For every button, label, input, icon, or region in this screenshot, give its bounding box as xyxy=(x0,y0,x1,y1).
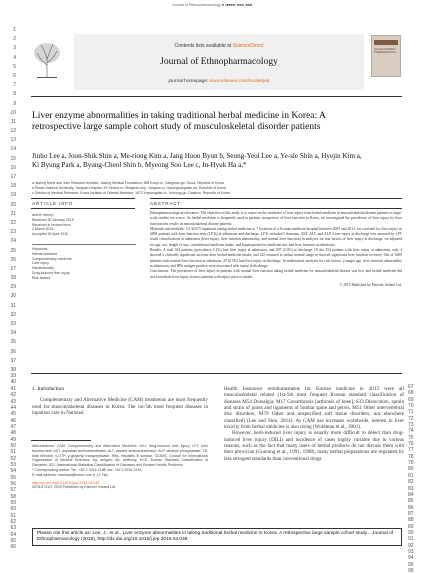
line-number: 36 xyxy=(10,348,16,355)
footnotes xyxy=(32,444,208,490)
line-number: 32 xyxy=(10,311,16,318)
line-number: 89 xyxy=(408,523,414,530)
line-number: 39 xyxy=(10,373,16,380)
article-info-rule xyxy=(31,198,135,199)
article-info xyxy=(32,211,136,281)
keyword: Risk factors xyxy=(32,275,51,280)
introduction-paragraph: Complementary and Alternative Medicine (CAM) treatments are most frequently used for musculoskeletal diseases in Korea. The 1st-5th most frequent diseases in inpatient care in National xyxy=(32,397,208,417)
line-number: 59 xyxy=(10,500,16,506)
line-number: 11 xyxy=(10,118,16,125)
line-number: 77 xyxy=(408,447,414,454)
line-number: 18 xyxy=(10,183,16,190)
line-number: 94 xyxy=(408,555,414,562)
line-number: 93 xyxy=(408,548,414,555)
keyword: Liver injury xyxy=(32,261,49,266)
homepage-prefix: journal homepage: xyxy=(168,79,209,84)
cover-title: Journal of ETHNO-PHARMACOLOGY xyxy=(374,48,397,54)
right-line-numbers xyxy=(408,384,420,574)
line-number: 26 xyxy=(10,256,16,263)
line-number: 24 xyxy=(10,238,16,245)
line-number: 76 xyxy=(408,441,414,448)
line-number: 79 xyxy=(408,460,414,467)
introduction-section xyxy=(32,386,208,416)
line-number: 86 xyxy=(408,504,414,511)
line-number: 65 xyxy=(10,538,16,545)
line-number: 33 xyxy=(10,321,16,327)
line-number: 25 xyxy=(10,247,16,254)
line-number: 69 xyxy=(408,396,414,403)
line-number: 84 xyxy=(408,491,414,498)
line-number: 61 xyxy=(10,512,16,519)
line-number: 2 xyxy=(13,36,16,43)
line-number: 71 xyxy=(408,409,414,416)
line-number: 4 xyxy=(13,54,16,61)
line-number: 50 xyxy=(10,442,16,449)
header-rule xyxy=(31,96,402,97)
line-number: 63 xyxy=(10,525,16,532)
article-title: Liver enzyme abnormalities in taking traditional herbal medicine in Korea: A retrospective large sample cohort study of musculoskeletal disorder patients xyxy=(32,111,326,133)
line-number: 7 xyxy=(13,82,16,89)
line-number: 15 xyxy=(10,155,16,162)
keywords-divider xyxy=(32,244,136,245)
line-number: 52 xyxy=(10,455,16,462)
line-number: 41 xyxy=(10,385,16,392)
line-number: 37 xyxy=(10,357,16,364)
issn-line: 0378-8741/© 2015 Published by Elsevier Ireland Ltd. xyxy=(32,485,117,490)
introduction-heading: 1. Introduction xyxy=(32,386,65,392)
contents-line xyxy=(74,43,364,49)
line-number: 29 xyxy=(10,284,16,291)
abstract-conclusions: Conclusions: The prevalence of liver injury in patients with normal liver function taking herbal medicine for musculoskeletal disease was low, and herbal medicine did not exacerbate liver injury in most patients with injury prior to intake. xyxy=(150,269,402,279)
line-number: 48 xyxy=(10,430,16,437)
journal-name: Journal of Ethnopharmacology xyxy=(160,57,278,67)
contents-prefix: Contents lists available at xyxy=(174,43,232,49)
line-number: 21 xyxy=(10,210,16,217)
right-paragraph-1: Health Insurance reimbursements for Korean medicine in 2013 were all musculoskeletal related (1st-5th most frequent Korean standard classification of diseases M54 Dorsalgia, M17 Gonarthrosis [arthrosis of knee], S33 Dislocation, sprain and strain of joints and ligaments of lumbar spine and pelvis, M51 Other intervertebral disc disorders, M79 Other and unspecified soft tissue disorders, not elsewhere classified) (Lee and Shin, 2014). As CAM use increases worldwide, interest in liver toxicity from herbal medicine is also rising (Woldman et al., 2001). xyxy=(224,386,404,431)
cover-band xyxy=(374,40,398,45)
line-number: 64 xyxy=(10,531,16,538)
journal-cover-thumbnail xyxy=(371,35,401,77)
abstract-end-rule xyxy=(31,373,402,374)
history-label: Article history: xyxy=(32,213,54,217)
line-number: 47 xyxy=(10,423,16,430)
line-number: 28 xyxy=(10,275,16,282)
affiliations xyxy=(32,181,402,197)
right-column-text xyxy=(224,386,404,462)
line-number: 51 xyxy=(10,449,16,456)
line-number: 43 xyxy=(10,398,16,405)
line-number: 20 xyxy=(10,201,16,208)
line-number: 74 xyxy=(408,428,414,435)
elsevier-tree-logo-icon xyxy=(31,39,63,81)
line-number: 58 xyxy=(10,493,16,500)
line-number: 88 xyxy=(408,517,414,524)
line-number: 75 xyxy=(408,434,414,441)
line-number: 55 xyxy=(10,474,16,481)
abbreviations-footnote: Abbreviations: CAM, Complementary and Alternative Medicine; DILI, drug-induced liver injury; LFT, liver function test; AST, aspartate aminotransferase; ALT, alanine aminotransferase; ALP, alkaline phosphatase; TB, total bilirubin; γ-GTP, γ-glutamyl transpeptidase; HBs, Hepatitis B surface; CIOMS, Council for International Organization of Medical Sciences; Ag, antigen; Ab, antibody; KCD, Korean Standard Classification of Diseases; ICD, International Statistical Classification of Diseases and Related Health Problems xyxy=(32,444,208,468)
line-number: 49 xyxy=(10,436,16,443)
line-number: 78 xyxy=(408,453,414,460)
line-number: 92 xyxy=(408,542,414,549)
doi-link[interactable]: http://dx.doi.org/10.1016/j.jep.2015.04.048 xyxy=(32,480,100,485)
history-item: 4 March 2015 xyxy=(32,227,54,232)
line-number: 12 xyxy=(10,128,16,135)
line-number: 3 xyxy=(13,45,16,52)
keyword: Drug-induced liver injury xyxy=(32,270,70,275)
line-number: 66 xyxy=(10,544,16,551)
abstract-methods: Materials and methods: Of 32,675 inpatients taking herbal medicine at 7 locations of a Korean medicine hospital between 2005 and 2013, we screened for liver injury in 6894 patients with liver function tests (LFTs) at admission and discharge. LFTs included 5 domains, AST, ALT, and ALP. Liver injury at discharge was assessed by LFT result classifications at admission (liver injury, liver function abnormality, and normal liver function) in analyses for risk factors of liver injury at discharge, we adjusted for age, sex, length of stay, conventional medicine intake, and hepatoprotective medicine use, and liver function at admission. xyxy=(150,226,402,247)
abstract-body xyxy=(150,211,402,288)
line-number: 96 xyxy=(408,567,414,574)
line-number: 22 xyxy=(10,219,16,226)
line-number: 34 xyxy=(10,330,16,337)
keyword: Complementary medicine xyxy=(32,256,72,261)
left-line-numbers xyxy=(6,26,16,551)
line-number: 45 xyxy=(10,411,16,418)
line-number: 57 xyxy=(10,487,16,494)
line-number: 16 xyxy=(10,164,16,171)
line-number: 5 xyxy=(13,63,16,70)
line-number: 35 xyxy=(10,339,16,346)
line-number: 19 xyxy=(10,192,16,199)
abstract-copyright: © 2015 Published by Elsevier Ireland Ltd. xyxy=(339,282,402,287)
line-number: 80 xyxy=(408,466,414,473)
line-number: 56 xyxy=(10,480,16,487)
line-number: 67 xyxy=(408,384,414,390)
citation-box: Please cite this article as: Lee, J., et al., Liver enzyme abnormalities in taking traditional herbal medicine in Korea: A retrospective large sample cohort study... Journal of Ethnopharmacology (2015), http://dx.doi.org/10.1016/j.jep.2015.04.048 xyxy=(32,528,402,546)
homepage-link[interactable]: www.elsevier.com/locate/jep xyxy=(209,79,270,84)
article-info-subrule xyxy=(31,208,135,209)
line-number: 38 xyxy=(10,366,16,373)
line-number: 17 xyxy=(10,174,16,180)
line-number: 81 xyxy=(408,472,414,479)
history-item: Received 30 January 2015 xyxy=(32,217,74,222)
line-number: 82 xyxy=(408,479,414,486)
line-number: 53 xyxy=(10,461,16,468)
affiliation-b: b Pusan National University, Yangsan Hospital, 20 Geumo-ro, Mulgeum-eup, Yangsan-si, Gyeongsangnam-do, Republic of Korea xyxy=(32,186,226,191)
line-number: 10 xyxy=(10,109,16,116)
line-number: 8 xyxy=(13,91,16,98)
history-item: Accepted 26 April 2015 xyxy=(32,232,68,237)
sciencedirect-link[interactable]: ScienceDirect xyxy=(232,43,264,49)
line-number: 27 xyxy=(10,265,16,272)
line-number: 42 xyxy=(10,392,16,399)
line-number: 14 xyxy=(10,146,16,153)
line-number: 40 xyxy=(10,379,16,386)
line-number: 68 xyxy=(408,390,414,397)
article-info-heading: ARTICLE INFO xyxy=(32,201,74,206)
keywords-label: Keywords: xyxy=(32,246,49,251)
line-number: 72 xyxy=(408,415,414,422)
line-number: 85 xyxy=(408,498,414,505)
abstract-heading: ABSTRACT xyxy=(150,201,181,206)
affiliation-a: a Jaseng Spine and Joint Research Institute, Jaseng Medical Foundation, 858 Eonju-ro, Gangnam-gu, Seoul, Republic of Korea xyxy=(32,181,225,185)
line-number: 9 xyxy=(13,100,16,107)
abstract-rule xyxy=(150,198,402,199)
keyword: Herbal medicine xyxy=(32,251,58,256)
line-number: 90 xyxy=(408,529,414,536)
line-number: 23 xyxy=(10,229,16,236)
journal-homepage xyxy=(74,79,364,84)
running-head: Journal of Ethnopharmacology ■ (■■■■) ■■■–■■■ xyxy=(171,3,252,7)
line-number: 44 xyxy=(10,404,16,411)
history-item: Received in revised form xyxy=(32,222,71,227)
line-number: 31 xyxy=(10,302,16,309)
abstract-relevance: Ethnopharmacological relevance: The objective of this study is to report on the incidence of liver injury from herbal medicine in musculoskeletal disease patients as large-scale studies are scarce. As herbal medicine is frequently used in patients irrespective of liver function in Korea, we investigated the prevalence of liver injury by liver function test results in musculoskeletal disease patients. xyxy=(150,211,402,226)
author-email: E-mail address: hanihata@naver.com (I.-H. Ha). xyxy=(32,472,109,477)
right-paragraph-2: However, herb-induced liver injury is usually more difficult to detect than drug-induced liver injury (DILI) and incidence of cases highly variable due to various reasons, such as the fact that many users of herbal products do not discuss them with their physician (Gunning et al., 1991; 1998), many herbal preparations are regulated by less stringent standards than conventional drugs xyxy=(224,430,404,462)
line-number: 1 xyxy=(13,27,16,33)
line-number: 91 xyxy=(408,536,414,543)
line-number: 60 xyxy=(10,506,16,513)
footnote-rule xyxy=(31,440,91,441)
abstract-results: Results: A total 354 patients (prevalence 5.1%) had liver injury at admission, and 297 (4.3%) at discharge. Of the 354 patients with liver injury at admission, only 4 showed a clinically significant increase after herbal medicine intake, and 225 returned to within normal range or showed significant liver function recovery. Out of 6309 patients with normal liver function at admission, 29 (0.5%) had liver injury at discharge. In multivariate analyses for risk factors, younger age, liver function abnormality at admission, and HBs antigen positive were associated with injury at discharge. xyxy=(150,248,402,268)
line-number: 83 xyxy=(408,485,414,492)
keyword: Hepatotoxicity xyxy=(32,266,54,271)
affiliation-c: c Division of Medical Research, Korea Institute of Oriental Medicine, 1672 Yuseongdae-ro, Yuseong-gu, Daejeon, Republic of Korea xyxy=(32,191,230,196)
line-number: 6 xyxy=(13,72,16,79)
line-number: 46 xyxy=(10,417,16,424)
line-number: 73 xyxy=(408,422,414,429)
line-number: 87 xyxy=(408,510,414,517)
line-number: 70 xyxy=(408,403,414,410)
corresponding-author: * Corresponding author. Tel.: +82 2 3218 2188; fax: +82 2 3218 2244. xyxy=(32,467,143,472)
abstract-subrule xyxy=(150,208,402,209)
article-authors: Jinho Lee a, Joon-Shik Shin a, Me-riong Kim a, Jang Hoon Byun b, Seung-Yeol Lee a, Ye-sle Shin a, Hyejin Kim a, Ki Byung Park a, Byung-Cheol Shin b, Myeong Soo Lee c, In-Hyuk Ha a,* xyxy=(32,152,362,170)
line-number: 95 xyxy=(408,561,414,568)
line-number: 30 xyxy=(10,293,16,300)
line-number: 13 xyxy=(10,137,16,144)
line-number: 62 xyxy=(10,519,16,526)
line-number: 54 xyxy=(10,468,16,475)
